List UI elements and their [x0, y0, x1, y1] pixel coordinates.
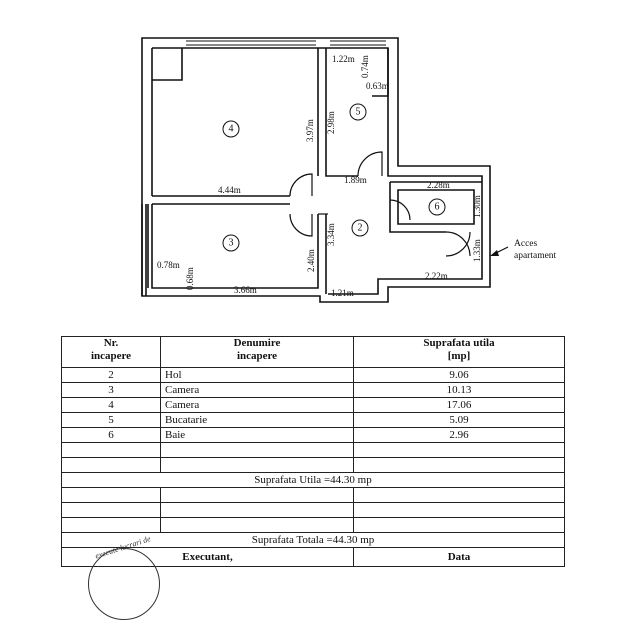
entrance-label-line1: Acces: [514, 239, 538, 249]
room-number-6: [429, 199, 445, 215]
dim-1-22: 1.22m: [332, 54, 355, 64]
room-number-4: [223, 121, 239, 137]
dim-0-78: 0.78m: [157, 260, 180, 270]
walls: [142, 38, 490, 302]
header-area: Suprafata utila [mp]: [354, 337, 565, 368]
useful-area-total: Suprafata Utila =44.30 mp: [62, 473, 565, 488]
dim-3-66: 3.66m: [234, 285, 257, 295]
executant-label: Executant,: [62, 548, 354, 567]
table-row: 2 Hol 9.06: [62, 368, 565, 383]
table-row-empty: [62, 488, 565, 503]
svg-text:4: 4: [228, 123, 234, 135]
dim-0-63: 0.63m: [366, 81, 389, 91]
table-row-empty: [62, 443, 565, 458]
date-label: Data: [354, 548, 565, 567]
dim-1-21: 1.21m: [331, 288, 354, 298]
dim-2-28: 2.28m: [427, 180, 450, 190]
useful-area-row: [62, 473, 565, 488]
table-row: 3 Camera 10.13: [62, 383, 565, 398]
svg-text:5: 5: [355, 106, 361, 118]
table-row: 4 Camera 17.06: [62, 398, 565, 413]
window-top: [186, 41, 386, 45]
table-header-row: [62, 337, 565, 368]
table-row: 5 Bucatarie 5.09: [62, 413, 565, 428]
entrance-label-line2: apartament: [514, 251, 557, 261]
dim-4-44: 4.44m: [218, 185, 241, 195]
dim-1-33: 1.33m: [472, 239, 482, 262]
dim-3-34: 3.34m: [326, 223, 336, 246]
svg-text:3: 3: [228, 237, 234, 249]
dim-2-40: 2.40m: [306, 249, 316, 272]
dim-1-30: 1.30m: [472, 195, 482, 218]
room-number-5: [350, 104, 366, 120]
dim-0-68: 0.68m: [185, 267, 195, 290]
dim-3-97: 3.97m: [305, 119, 315, 142]
room-number-3: [223, 235, 239, 251]
svg-text:6: 6: [434, 201, 440, 213]
header-nr: Nr. incapere: [62, 337, 161, 368]
room-number-2: [352, 220, 368, 236]
dim-2-98: 2.98m: [326, 111, 336, 134]
door-swings: [290, 152, 470, 256]
table-row-empty: [62, 458, 565, 473]
rooms-table: [61, 336, 565, 567]
header-name: Denumire incapere: [161, 337, 354, 368]
stamp-text: execute lucrari de: [94, 534, 152, 561]
dim-0-74: 0.74m: [360, 55, 370, 78]
table-row-empty: [62, 503, 565, 518]
table-row-empty: [62, 518, 565, 533]
dim-2-22: 2.22m: [425, 271, 448, 281]
entrance-arrow: [490, 247, 508, 256]
total-area: Suprafata Totala =44.30 mp: [62, 533, 565, 548]
dim-1-89: 1.89m: [344, 175, 367, 185]
table-row: 6 Baie 2.96: [62, 428, 565, 443]
svg-text:2: 2: [357, 222, 363, 234]
